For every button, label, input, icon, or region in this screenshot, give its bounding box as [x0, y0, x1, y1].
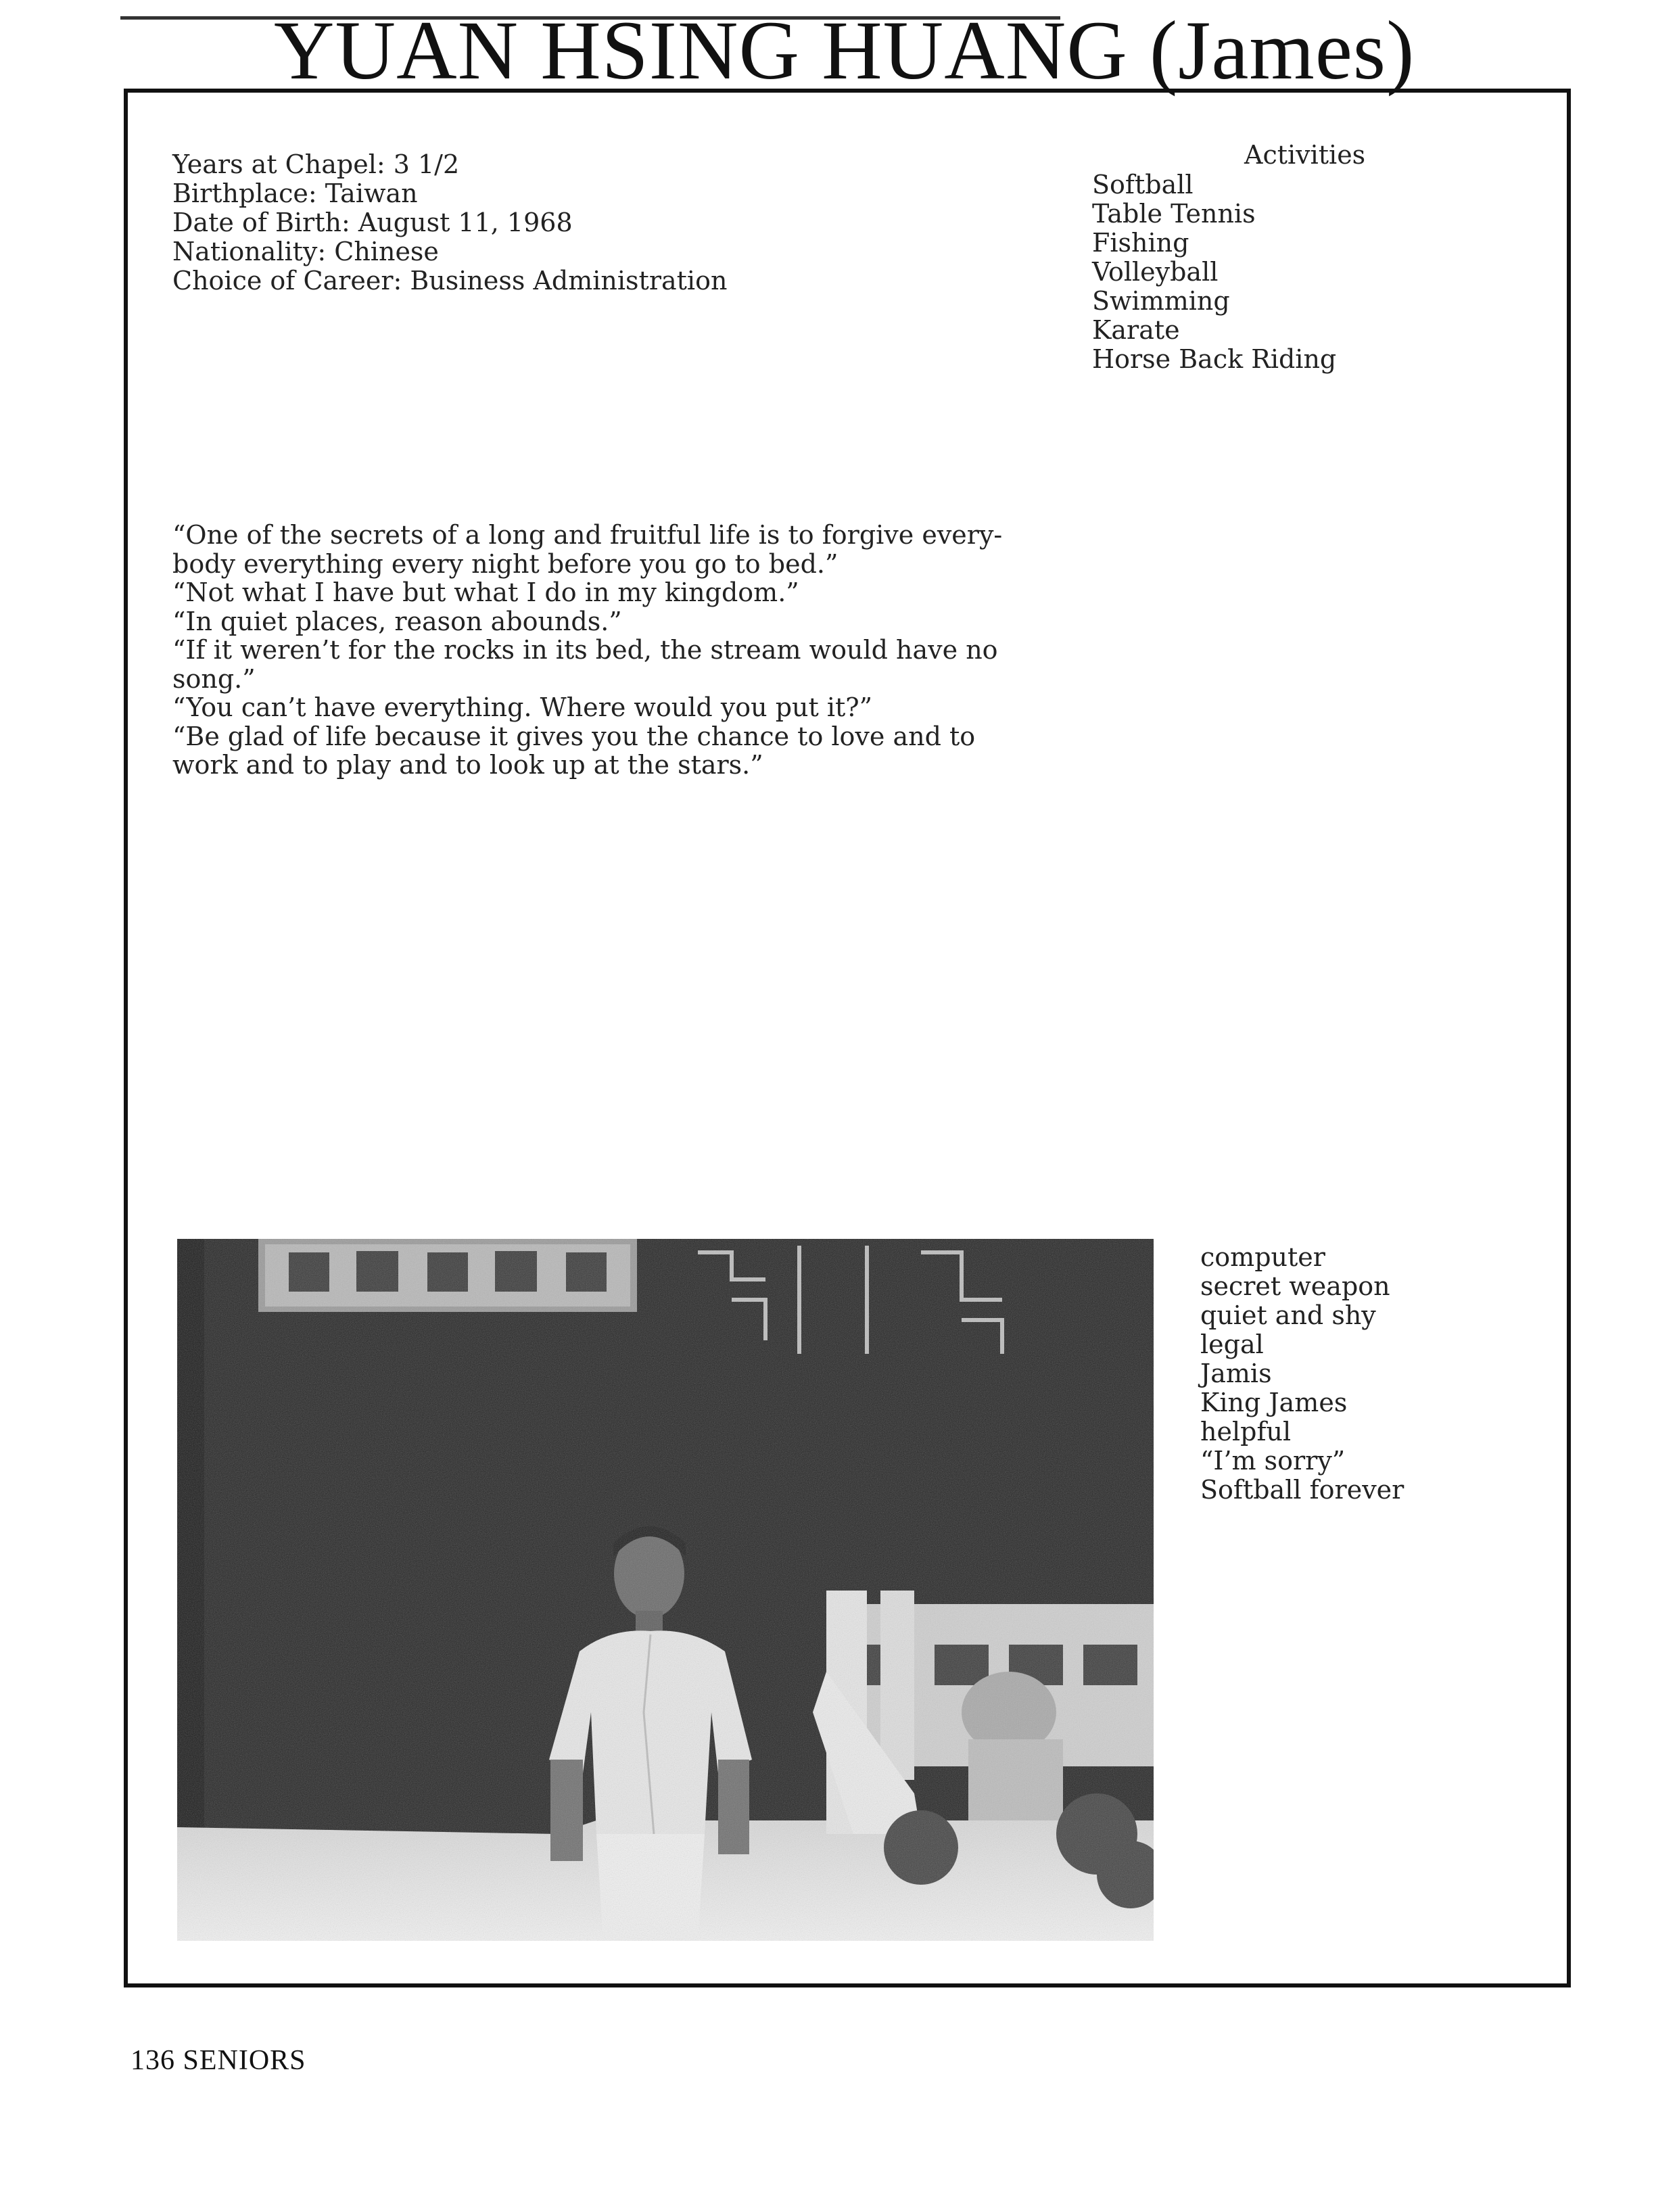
quote-line: “If it weren’t for the rocks in its bed, the stream would have no: [172, 635, 998, 665]
bio-choice-of-career: Choice of Career: Business Administration: [172, 266, 728, 296]
activity-item: Table Tennis: [1092, 199, 1256, 229]
bio-years-at-chapel: Years at Chapel: 3 1/2: [172, 149, 460, 179]
word-item: “I’m sorry”: [1200, 1446, 1346, 1476]
activities-list: [1092, 170, 1336, 374]
word-item: legal: [1200, 1329, 1264, 1359]
quote-line: “Not what I have but what I do in my kingdom.”: [172, 578, 799, 607]
bio-block: [172, 150, 727, 296]
word-item: quiet and shy: [1200, 1300, 1376, 1330]
quote-line: “You can’t have everything. Where would you put it?”: [172, 692, 873, 722]
activity-item: Swimming: [1092, 286, 1230, 316]
bio-birthplace: Birthplace: Taiwan: [172, 179, 418, 208]
quote-line: song.”: [172, 663, 256, 694]
word-item: helpful: [1200, 1417, 1292, 1446]
word-item: secret weapon: [1200, 1271, 1390, 1301]
bio-nationality: Nationality: Chinese: [172, 237, 439, 266]
activities-heading: Activities: [1244, 140, 1366, 170]
page-title: YUAN HSING HUANG (James): [274, 4, 1415, 97]
quote-line: body everything every night before you go to bed.”: [172, 548, 839, 579]
bio-date-of-birth: Date of Birth: August 11, 1968: [172, 208, 573, 237]
quote-line: “In quiet places, reason abounds.”: [172, 606, 622, 636]
quote-line: “One of the secrets of a long and fruitful life is to forgive every-: [172, 520, 1003, 550]
activity-item: Fishing: [1092, 228, 1189, 258]
descriptive-words-list: [1200, 1243, 1404, 1505]
word-item: computer: [1200, 1242, 1325, 1272]
word-item: King James: [1200, 1388, 1348, 1417]
quote-line: work and to play and to look up at the stars.”: [172, 750, 763, 780]
word-item: Softball forever: [1200, 1475, 1404, 1505]
activity-item: Volleyball: [1092, 257, 1219, 287]
quotes-block: [172, 521, 1011, 780]
page-footer-label: 136 SENIORS: [131, 2045, 306, 2076]
quote-line: “Be glad of life because it gives you the chance to love and to: [172, 721, 976, 751]
activity-item: Karate: [1092, 315, 1180, 345]
photo-illustration: [177, 1239, 1154, 1941]
senior-portrait-photo: [177, 1239, 1154, 1941]
activity-item: Softball: [1092, 170, 1194, 199]
activity-item: Horse Back Riding: [1092, 344, 1337, 374]
word-item: Jamis: [1200, 1359, 1272, 1388]
